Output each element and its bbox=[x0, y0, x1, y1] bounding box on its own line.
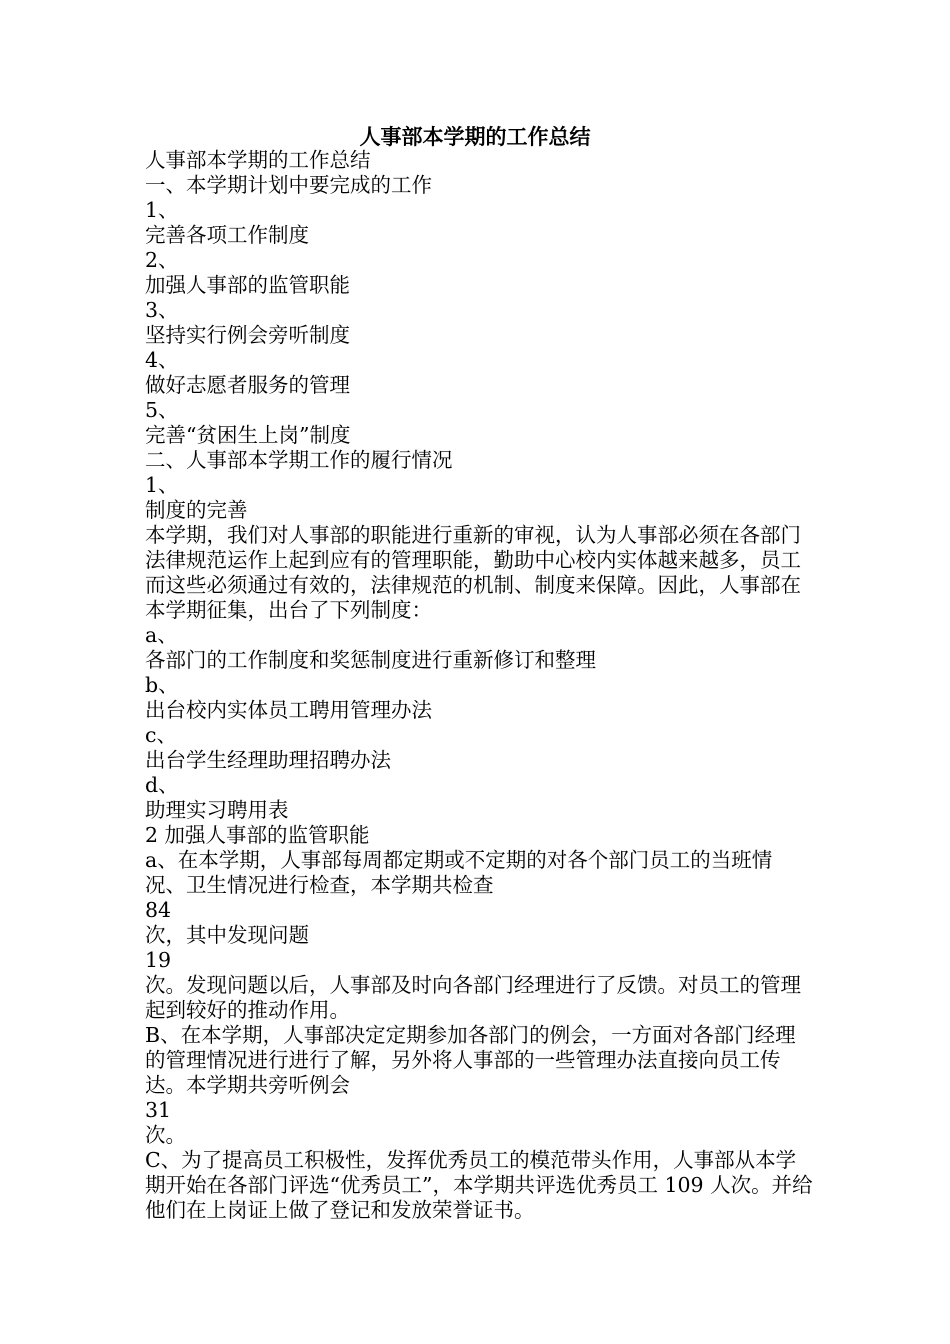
subsection-heading: 2 加强人事部的监管职能 bbox=[145, 823, 370, 847]
list-letter: d、 bbox=[145, 773, 179, 797]
list-number: 5、 bbox=[145, 398, 179, 422]
document-title: 人事部本学期的工作总结 bbox=[359, 124, 591, 149]
paragraph: C、为了提高员工积极性，发挥优秀员工的模范带头作用，人事部从本学期开始在各部门评选“优秀员工”，本学期共评选优秀员工 109 人次。并给他们在上岗证上做了登记和发放荣誉证书。 bbox=[145, 1148, 813, 1222]
list-letter: b、 bbox=[145, 673, 179, 697]
list-number: 1、 bbox=[145, 198, 179, 222]
list-item: 完善各项工作制度 bbox=[145, 223, 309, 247]
list-number: 4、 bbox=[145, 348, 179, 372]
number-value: 84 bbox=[145, 898, 172, 922]
paragraph: 次。 bbox=[145, 1123, 186, 1147]
list-item: 各部门的工作制度和奖惩制度进行重新修订和整理 bbox=[145, 648, 596, 672]
paragraph: 次，其中发现问题 bbox=[145, 923, 309, 947]
list-number: 1、 bbox=[145, 473, 179, 497]
subtitle-line: 人事部本学期的工作总结 bbox=[145, 148, 371, 172]
list-item: 助理实习聘用表 bbox=[145, 798, 289, 822]
paragraph: 本学期，我们对人事部的职能进行重新的审视，认为人事部必须在各部门法律规范运作上起到应有的管理职能，勤助中心校内实体越来越多，员工而这些必须通过有效的，法律规范的机制、制度来保障。因此，人事部在本学期征集，出台了下列制度： bbox=[145, 523, 801, 622]
document-body bbox=[145, 148, 813, 1223]
number-value: 31 bbox=[145, 1098, 172, 1122]
list-item: 做好志愿者服务的管理 bbox=[145, 373, 350, 397]
section-heading-2: 二、人事部本学期工作的履行情况 bbox=[145, 448, 453, 472]
subsection-heading: 制度的完善 bbox=[145, 498, 248, 522]
list-item: 出台校内实体员工聘用管理办法 bbox=[145, 698, 432, 722]
list-item: 坚持实行例会旁听制度 bbox=[145, 323, 350, 347]
number-value: 19 bbox=[145, 948, 172, 972]
list-item: 出台学生经理助理招聘办法 bbox=[145, 748, 391, 772]
list-number: 2、 bbox=[145, 248, 179, 272]
list-item: 加强人事部的监管职能 bbox=[145, 273, 350, 297]
section-heading-1: 一、本学期计划中要完成的工作 bbox=[145, 173, 432, 197]
paragraph: B、在本学期，人事部决定定期参加各部门的例会，一方面对各部门经理的管理情况进行进行了解，另外将人事部的一些管理办法直接向员工传达。本学期共旁听例会 bbox=[145, 1023, 796, 1097]
list-number: 3、 bbox=[145, 298, 179, 322]
list-item: 完善“贫困生上岗”制度 bbox=[145, 423, 351, 447]
paragraph: 次。发现问题以后，人事部及时向各部门经理进行了反馈。对员工的管理起到较好的推动作用。 bbox=[145, 973, 801, 1022]
paragraph: a、在本学期，人事部每周都定期或不定期的对各个部门员工的当班情况、卫生情况进行检查，本学期共检查 bbox=[145, 848, 773, 897]
list-letter: c、 bbox=[145, 723, 177, 747]
list-letter: a、 bbox=[145, 623, 178, 647]
